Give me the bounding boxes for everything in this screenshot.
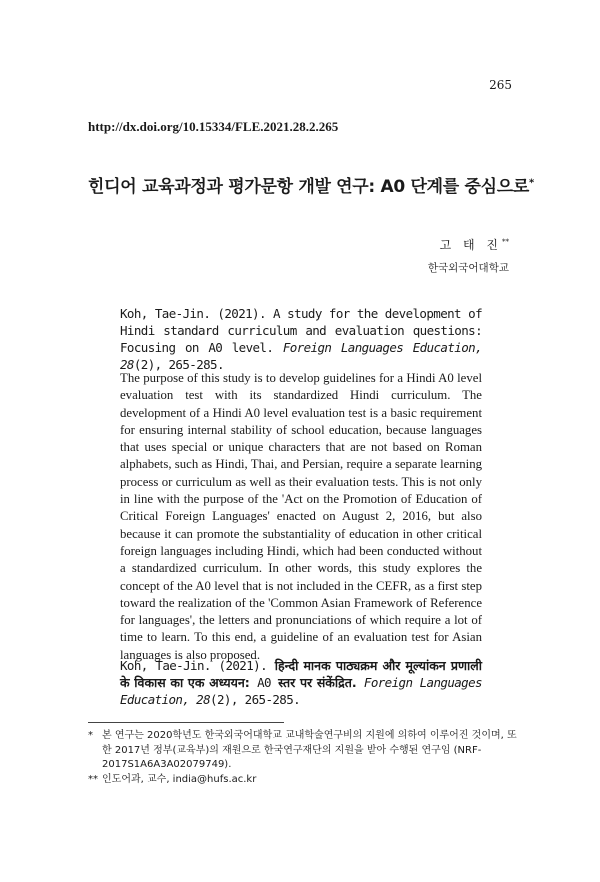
hindi-citation-issue: (2), 265-285. [210,692,301,707]
citation-issue: (2), 265-285. [133,357,224,372]
footnote-divider [88,722,284,723]
title-text: 힌디어 교육과정과 평가문항 개발 연구: A0 단계를 중심으로 [88,177,530,197]
hindi-citation-level: A0 [257,675,271,690]
footnotes [88,729,518,787]
author-name [440,236,509,253]
citation-journal: Foreign Languages Education, 28 [120,340,482,372]
footnote-text: 인도어과, 교수, india@hufs.ac.kr [102,773,257,785]
footnote-funding [88,729,518,773]
citation-text: Koh, Tae-Jin. (2021). A study for the development of Hindi standard curriculum and evaluation questions: Focusing on A0 level. [120,306,482,355]
hindi-title-part1: हिन्दी मानक पाठ्यक्रम और मूल्यांकन प्रणाली के विकास का एक अध्ययन: [120,658,482,690]
title-footnote-mark: * [529,177,534,189]
footnote-mark: ** [88,773,98,785]
abstract: The purpose of this study is to develop guidelines for a Hindi A0 level evaluation test with its standardized Hindi curriculum. The development of a Hindi A0 level evaluation test is a basic requirement for ensuring internal stability of school education, because languages that uses special or unique characters that are not based on Roman alphabets, such as Hindi, Thai, and Persian, require a separate learning process or curriculum as well as their evaluation tests. This is not only in line with the purpose of the 'Act on the Promotion of Education of Critical Foreign Languages' enacted on August 2, 2016, but also because it can promote the substantiality of education in other critical foreign languages including Hindi, which had been conducted without a standardized curriculum. In other words, this study explores the concept of the A0 level that is not included in the CEFR, as a first step toward the realization of the 'Common Asian Framework of Reference for languages', the letters and pronunciations of which require a lot of time to learn. To this end, a guideline of an evaluation test for Asian languages is also proposed. [120,371,482,662]
doi-link[interactable]: http://dx.doi.org/10.15334/FLE.2021.28.2.265 [88,119,339,134]
author-footnote-mark: ** [502,238,509,246]
english-citation [120,305,482,373]
footnote-mark: * [88,730,93,741]
hindi-citation [120,657,482,708]
hindi-title-part2: स्तर पर संकेंद्रित. [278,675,357,690]
author-text: 고 태 진 [439,238,502,252]
hindi-citation-journal: Foreign Languages Education, 28 [120,675,482,707]
page-number: 265 [489,78,512,92]
footnote-author [88,773,518,788]
hindi-citation-prefix: Koh, Tae-Jin. (2021). [120,658,267,673]
footnote-text: 본 연구는 2020학년도 한국외국어대학교 교내학술연구비의 지원에 의하여 이루어진 것이며, 또한 2017년 정부(교육부)의 재원으로 한국연구재단의 지원을 받아 수행된 연구임 (NRF-2017S1A6A3A02079749). [102,730,517,770]
author-affiliation: 한국외국어대학교 [427,262,509,274]
paper-title [88,172,534,197]
